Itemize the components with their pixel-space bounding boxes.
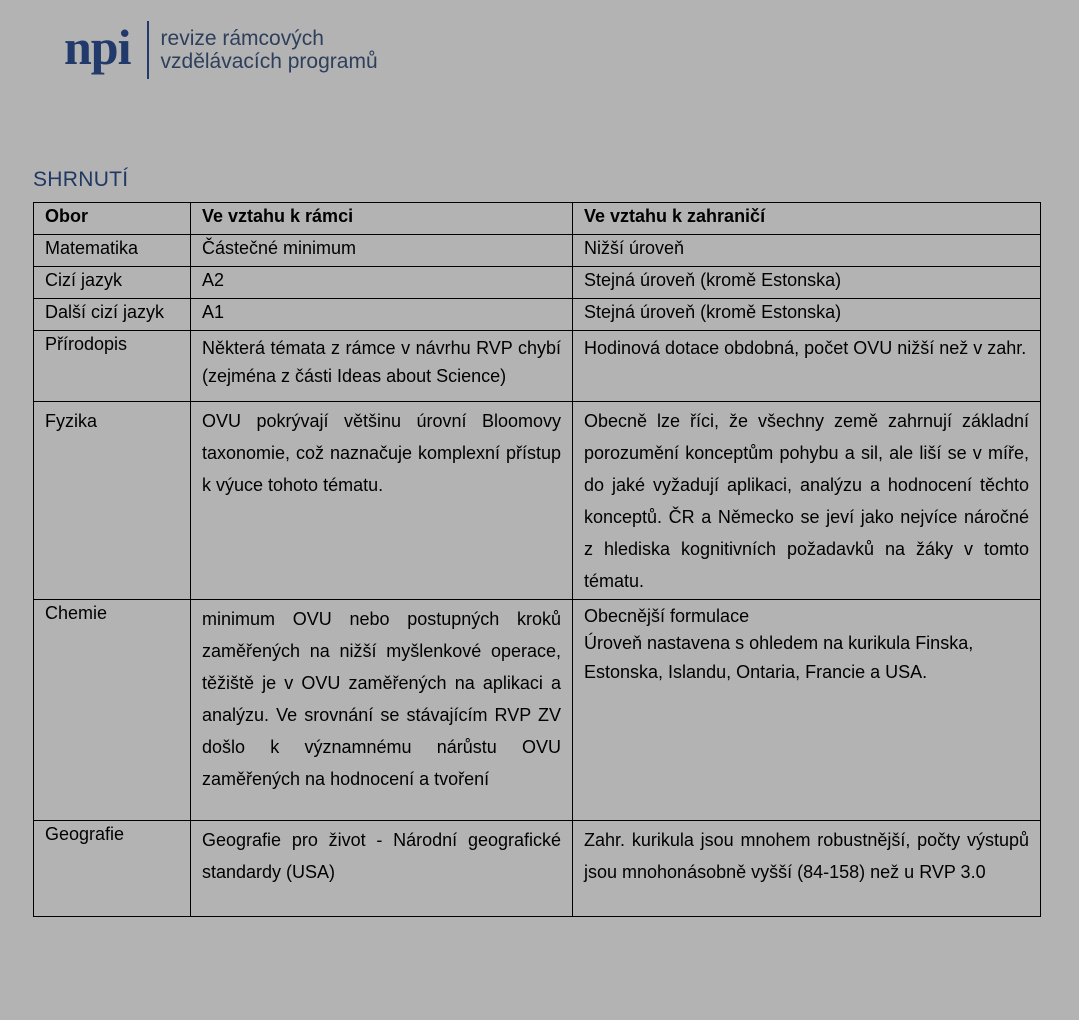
table-row xyxy=(34,235,1041,267)
section-heading: SHRNUTÍ xyxy=(33,168,129,191)
cell-zahranici: Hodinová dotace obdobná, počet OVU nižší než v zahr. xyxy=(573,331,1041,402)
cell-ramec: A2 xyxy=(191,267,573,299)
logo-text-line2: vzdělávacích programů xyxy=(160,50,378,73)
header-obor: Obor xyxy=(34,203,191,235)
header-zahranici: Ve vztahu k zahraničí xyxy=(573,203,1041,235)
logo-text-line1: revize rámcových xyxy=(160,27,324,50)
chemie-formulace: Obecnější formulace xyxy=(584,606,750,626)
cell-ramec: Geografie pro život - Národní geografické standardy (USA) xyxy=(191,821,573,917)
cell-zahranici: Zahr. kurikula jsou mnohem robustnější, počty výstupů jsou mnohonásobně vyšší (84-158) než u RVP 3.0 xyxy=(573,821,1041,917)
cell-ramec: Některá témata z rámce v návrhu RVP chybí (zejména z části Ideas about Science) xyxy=(191,331,573,402)
table-row xyxy=(34,600,1041,821)
cell-ramec: Částečné minimum xyxy=(191,235,573,267)
cell-ramec: OVU pokrývají většinu úrovní Bloomovy taxonomie, což naznačuje komplexní přístup k výuce tohoto tématu. xyxy=(191,402,573,600)
cell-ramec: minimum OVU nebo postupných kroků zaměřených na nižší myšlenkové operace, těžiště je v OVU zaměřených na aplikaci a analýzu. Ve srovnání se stávajícím RVP ZV došlo k významnému nárůstu OVU zaměřených na hodnocení a tvoření xyxy=(191,600,573,821)
logo-mark: npi xyxy=(64,19,131,75)
cell-zahranici: Obecně lze říci, že všechny země zahrnují základní porozumění konceptům pohybu a sil, ale liší se v míře, do jaké vyžadují aplikaci, analýzu a hodnocení těchto konceptů. ČR a Německo se jeví jako nejvíce náročné z hlediska kognitivních požadavků na žáky v tomto tématu. xyxy=(573,402,1041,600)
cell-obor: Matematika xyxy=(34,235,191,267)
table-row xyxy=(34,331,1041,402)
cell-zahranici xyxy=(573,600,1041,821)
cell-zahranici: Nižší úroveň xyxy=(573,235,1041,267)
table-header-row xyxy=(34,203,1041,235)
table-row xyxy=(34,299,1041,331)
cell-obor: Geografie xyxy=(34,821,191,917)
cell-obor: Fyzika xyxy=(34,402,191,600)
logo-text xyxy=(161,27,378,73)
chemie-uroven: Úroveň nastavena s ohledem na kurikula Finska, Estonska, Islandu, Ontaria, Francie a USA. xyxy=(584,633,974,682)
cell-ramec: A1 xyxy=(191,299,573,331)
cell-zahranici: Stejná úroveň (kromě Estonska) xyxy=(573,299,1041,331)
summary-table xyxy=(33,202,1041,917)
npi-logo xyxy=(64,18,378,82)
logo-divider xyxy=(147,21,149,79)
table-row xyxy=(34,402,1041,600)
table-row xyxy=(34,267,1041,299)
cell-zahranici: Stejná úroveň (kromě Estonska) xyxy=(573,267,1041,299)
cell-obor: Chemie xyxy=(34,600,191,821)
cell-obor: Cizí jazyk xyxy=(34,267,191,299)
cell-obor: Přírodopis xyxy=(34,331,191,402)
table-row xyxy=(34,821,1041,917)
cell-obor: Další cizí jazyk xyxy=(34,299,191,331)
header-ramec: Ve vztahu k rámci xyxy=(191,203,573,235)
